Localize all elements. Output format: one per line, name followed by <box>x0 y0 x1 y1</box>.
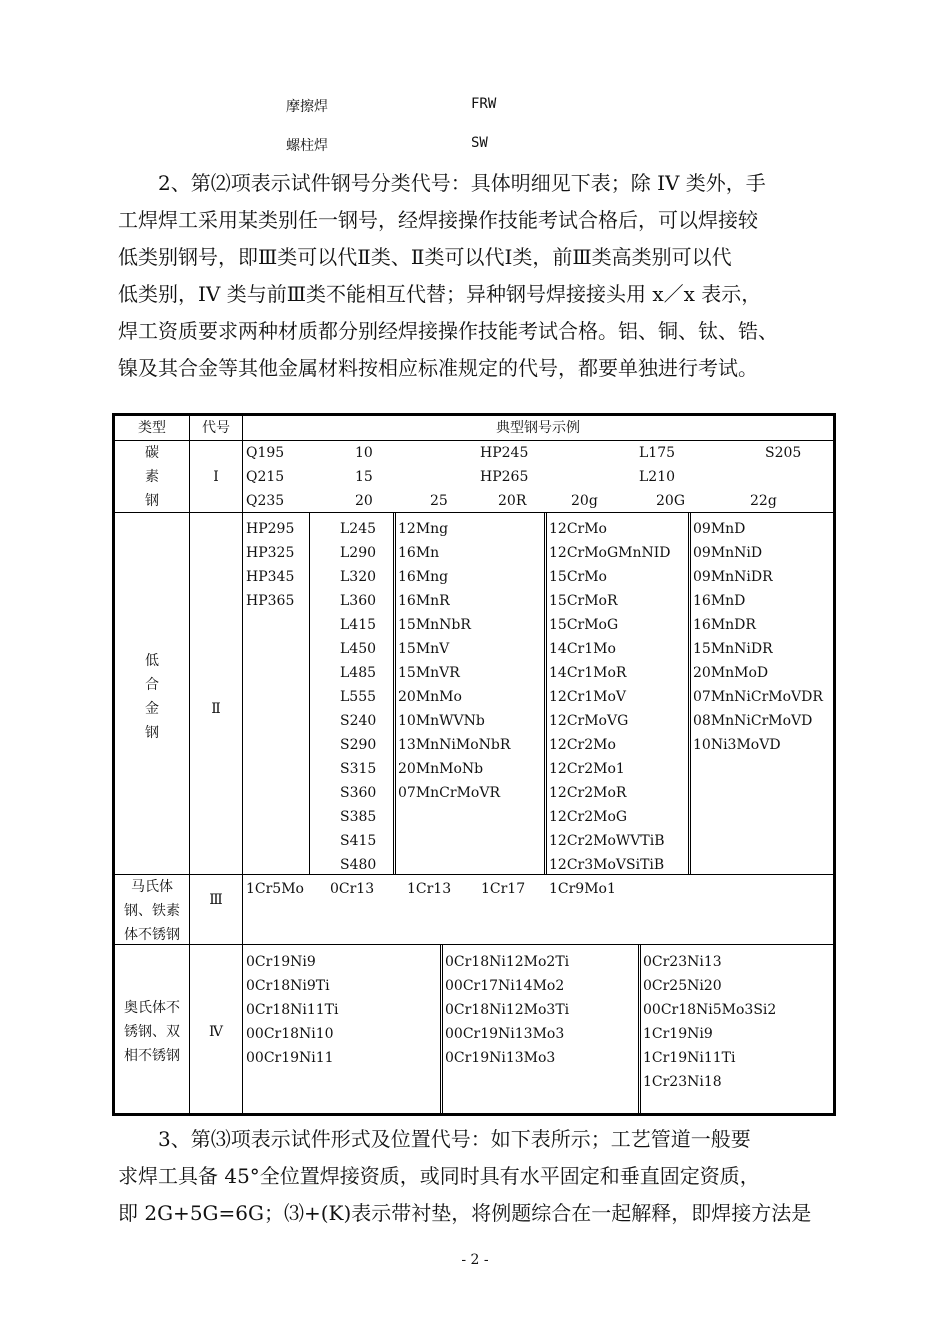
code-low-alloy: Ⅱ <box>211 701 221 717</box>
grade: S205 <box>765 445 802 461</box>
austenitic-col2: 0Cr18Ni12Mo2Ti 00Cr17Ni14Mo2 0Cr18Ni12Mo3Ti 00Cr19Ni13Mo3 0Cr19Ni13Mo3 <box>445 954 570 1066</box>
type-carbon-steel: 碳 素 钢 <box>145 445 159 509</box>
grade: 10 <box>355 445 373 461</box>
type-martensitic-steel: 马氏体 钢、铁素 体不锈钢 <box>124 879 180 943</box>
code-martensitic: Ⅲ <box>209 892 223 908</box>
grade: 20G <box>656 493 685 509</box>
grade: Q215 <box>246 469 285 485</box>
grade: HP265 <box>480 469 529 485</box>
grade: 1Cr9Mo1 <box>549 881 616 897</box>
grade: 20R <box>498 493 527 509</box>
header-examples: 典型钢号示例 <box>496 420 580 436</box>
grade: 20g <box>571 493 598 509</box>
grade: 22g <box>750 493 777 509</box>
grade: 0Cr13 <box>330 881 375 897</box>
header-type: 类型 <box>138 420 166 436</box>
grade: 20 <box>355 493 373 509</box>
austenitic-col1: 0Cr19Ni9 0Cr18Ni9Ti 0Cr18Ni11Ti 00Cr18Ni10 00Cr19Ni11 <box>246 954 339 1066</box>
low-alloy-col2: L245 L290 L320 L360 L415 L450 L485 L555 S240 S290 S315 S360 S385 S415 S480 <box>340 521 377 873</box>
paragraph-line: 2、第⑵项表示试件钢号分类代号：具体明细见下表；除 IV 类外，手 <box>158 171 766 195</box>
code-austenitic: Ⅳ <box>209 1024 223 1040</box>
paragraph-line: 焊工资质要求两种材质都分别经焊接操作技能考试合格。铝、铜、钛、锆、 <box>118 319 778 343</box>
grade: HP245 <box>480 445 529 461</box>
low-alloy-col3: 12Mng 16Mn 16Mng 16MnR 15MnNbR 15MnV 15MnVR 20MnMo 10MnWVNb 13MnNiMoNbR 20MnMoNb 07MnCrMoVR <box>398 521 511 801</box>
page-number: - 2 - <box>461 1252 489 1268</box>
low-alloy-col5: 09MnD 09MnNiD 09MnNiDR 16MnD 16MnDR 15MnNiDR 20MnMoD 07MnNiCrMoVDR 08MnNiCrMoVD 10Ni3MoVD <box>693 521 823 753</box>
weld-method-code: FRW <box>471 96 497 112</box>
paragraph-line: 低类别钢号，即Ⅲ类可以代Ⅱ类、Ⅱ类可以代Ⅰ类，前Ⅲ类高类别可以代 <box>118 245 732 269</box>
grade: L210 <box>639 469 676 485</box>
grade: Q235 <box>246 493 285 509</box>
grade: 1Cr17 <box>481 881 526 897</box>
header-code: 代号 <box>202 420 230 436</box>
code-carbon: Ⅰ <box>213 469 219 485</box>
type-austenitic-steel: 奥氏体不 锈钢、双 相不锈钢 <box>124 1000 180 1064</box>
paragraph-line: 镍及其合金等其他金属材料按相应标准规定的代号，都要单独进行考试。 <box>118 356 758 380</box>
grade: L175 <box>639 445 676 461</box>
paragraph-line: 即 2G+5G=6G；⑶+(K)表示带衬垫，将例题综合在一起解释，即焊接方法是 <box>118 1201 812 1225</box>
grade: 1Cr13 <box>407 881 452 897</box>
steel-grade-table <box>112 413 836 1116</box>
paragraph-specimen-position <box>118 1121 838 1232</box>
paragraph-line: 低类别，IV 类与前Ⅲ类不能相互代替；异种钢号焊接接头用 x／x 表示， <box>118 282 762 306</box>
weld-method-name: 螺柱焊 <box>286 138 328 154</box>
paragraph-line: 工焊焊工采用某类别任一钢号，经焊接操作技能考试合格后，可以焊接较 <box>118 208 758 232</box>
grade: 25 <box>430 493 448 509</box>
grade: Q195 <box>246 445 285 461</box>
paragraph-line: 3、第⑶项表示试件形式及位置代号：如下表所示；工艺管道一般要 <box>158 1127 751 1151</box>
low-alloy-col1: HP295 HP325 HP345 HP365 <box>246 521 295 609</box>
paragraph-line: 求焊工具备 45°全位置焊接资质，或同时具有水平固定和垂直固定资质， <box>118 1164 760 1188</box>
paragraph-steel-classification <box>118 165 838 387</box>
weld-method-name: 摩擦焊 <box>286 99 328 115</box>
austenitic-col3: 0Cr23Ni13 0Cr25Ni20 00Cr18Ni5Mo3Si2 1Cr19Ni9 1Cr19Ni11Ti 1Cr23Ni18 <box>643 954 777 1090</box>
grade: 1Cr5Mo <box>246 881 304 897</box>
grade: 15 <box>355 469 373 485</box>
low-alloy-col4: 12CrMo 12CrMoGMnNID 15CrMo 15CrMoR 15CrMoG 14Cr1Mo 14Cr1MoR 12Cr1MoV 12CrMoVG 12Cr2Mo 12Cr2Mo1 12Cr2MoR 12Cr2MoG 12Cr2MoWVTiB 12Cr3MoVSiTiB <box>549 521 671 873</box>
weld-method-code: SW <box>471 135 488 151</box>
type-low-alloy-steel: 低 合 金 钢 <box>145 653 159 741</box>
